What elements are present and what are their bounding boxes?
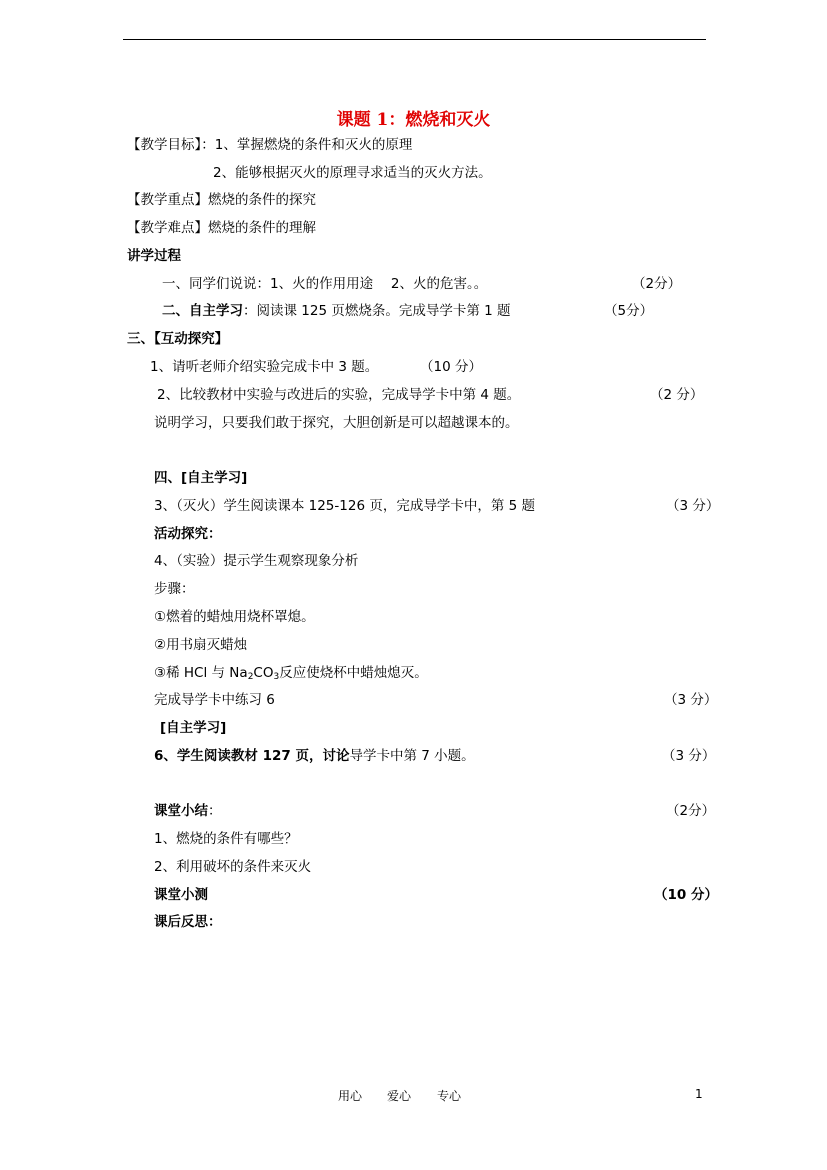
footer-a: 用心: [338, 1089, 363, 1103]
step3-item2-score: （2 分）: [650, 387, 704, 403]
process-heading: 讲学过程: [127, 248, 181, 264]
step2-text: ：阅读课 125 页燃烧条。完成导学卡第 1 题: [243, 303, 511, 319]
step3-heading: 三、【互动探究】: [127, 331, 229, 347]
steps-label: 步骤：: [154, 581, 195, 597]
key-point-label: 【教学重点】: [127, 192, 208, 208]
quiz-score: （10 分）: [654, 887, 718, 903]
step2: [162, 302, 511, 320]
header-rule: [123, 39, 706, 40]
step4-heading: 四、[自主学习]: [154, 470, 248, 486]
summary-label: 课堂小结: [154, 803, 208, 819]
item6-rest: 导学卡中第 7 小题。: [349, 748, 475, 764]
activity-item4: 4、（实验）提示学生观察现象分析: [154, 553, 359, 569]
goals-item1: ：1、掌握燃烧的条件和灭火的原理: [201, 137, 413, 153]
step-c: [154, 664, 428, 686]
item6-bold: 6、学生阅读教材 127 页，讨论: [154, 748, 350, 764]
quiz-label: 课堂小测: [154, 887, 208, 903]
item6-score: （3 分）: [662, 748, 716, 764]
step-a: ①燃着的蜡烛用烧杯罩熄。: [154, 609, 315, 625]
reflection: 课后反思：: [154, 914, 222, 930]
key-point-text: 燃烧的条件的探究: [208, 192, 316, 208]
footer-b: 爱心: [387, 1089, 412, 1103]
page-number: 1: [695, 1087, 703, 1101]
step1-text: 一、同学们说说：1、火的作用用途 2、火的危害。。: [162, 276, 488, 292]
summary-score: （2分）: [666, 803, 716, 819]
step2-score: （5分）: [604, 303, 654, 319]
step-c-sub1: 2: [247, 672, 254, 682]
step3-item2-text: 2、比较教材中实验与改进后的实验，完成导学卡中第 4 题。: [157, 387, 521, 403]
activity-heading: 活动探究：: [154, 526, 222, 542]
step-c-post: 反应使烧杯中蜡烛熄灭。: [279, 665, 428, 681]
step-b: ②用书扇灭蜡烛: [154, 637, 248, 653]
summary-q2: 2、利用破坏的条件来灭火: [154, 859, 312, 875]
goals-item2: 2、能够根据灭火的原理寻求适当的灭火方法。: [213, 165, 492, 181]
step3-item1-text: 1、请听老师介绍实验完成卡中 3 题。: [150, 359, 379, 375]
key-point: [127, 191, 316, 209]
step-c-mid: CO: [253, 665, 274, 681]
difficulty-text: 燃烧的条件的理解: [208, 220, 316, 236]
difficulty: [127, 219, 316, 237]
step-c-pre: ③稀 HCl 与 Na: [154, 665, 248, 681]
teaching-goals: [127, 136, 412, 154]
step2-label: 二、自主学习: [162, 303, 243, 319]
step4-item3-score: （3 分）: [666, 498, 720, 514]
summary-colon: ：: [208, 803, 222, 819]
step1-score: （2分）: [632, 276, 682, 292]
difficulty-label: 【教学难点】: [127, 220, 208, 236]
step3-item1-score: （10 分）: [420, 359, 482, 375]
step3-note: 说明学习，只要我们敢于探究，大胆创新是可以超越课本的。: [154, 415, 519, 431]
step4-item3-text: 3、（灭火）学生阅读课本 125-126 页，完成导学卡中，第 5 题: [154, 498, 535, 514]
page-title: 课题 1：燃烧和灭火: [336, 110, 491, 130]
goals-label: 【教学目标】: [127, 137, 202, 153]
step-c-sub2: 3: [273, 672, 280, 682]
footer-c: 专心: [437, 1089, 462, 1103]
item6: [154, 747, 475, 765]
summary-q1: 1、燃烧的条件有哪些？: [154, 831, 298, 847]
exercise6-score: （3 分）: [664, 692, 718, 708]
self-study2: [自主学习]: [160, 720, 227, 736]
summary: [154, 802, 222, 820]
exercise6-text: 完成导学卡中练习 6: [154, 692, 275, 708]
